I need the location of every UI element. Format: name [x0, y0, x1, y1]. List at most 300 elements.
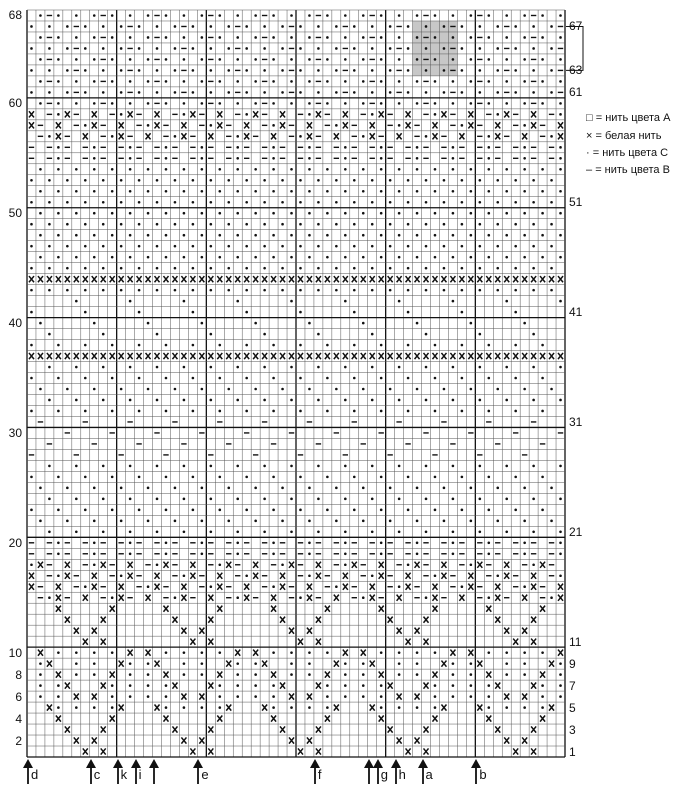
dot-symbol — [559, 662, 562, 665]
dot-symbol — [66, 179, 69, 182]
dot-symbol — [290, 102, 293, 105]
dot-symbol — [434, 113, 437, 116]
cross-symbol — [280, 617, 285, 623]
dot-symbol — [523, 585, 526, 588]
dot-symbol — [299, 179, 302, 182]
dot-symbol — [505, 366, 508, 369]
dot-symbol — [353, 25, 356, 28]
dot-symbol — [147, 58, 150, 61]
dot-symbol — [505, 168, 508, 171]
cross-symbol — [540, 353, 545, 359]
dot-symbol — [210, 47, 213, 50]
dot-symbol — [57, 574, 60, 577]
cross-symbol — [370, 276, 375, 282]
dot-symbol — [272, 541, 275, 544]
dot-symbol — [470, 563, 473, 566]
cross-symbol — [101, 748, 106, 754]
dot-symbol — [416, 146, 419, 149]
dot-symbol — [290, 498, 293, 501]
dot-symbol — [111, 212, 114, 215]
dot-symbol — [541, 212, 544, 215]
dot-symbol — [523, 256, 526, 259]
row-number-right: 5 — [569, 700, 576, 715]
cross-symbol — [65, 683, 70, 689]
dot-symbol — [57, 476, 60, 479]
dot-symbol — [272, 146, 275, 149]
dot-symbol — [227, 487, 230, 490]
dot-symbol — [120, 113, 123, 116]
dot-symbol — [93, 706, 96, 709]
dot-symbol — [75, 366, 78, 369]
dot-symbol — [201, 520, 204, 523]
dot-symbol — [245, 289, 248, 292]
dot-symbol — [111, 102, 114, 105]
dot-symbol — [290, 651, 293, 654]
dot-symbol — [407, 410, 410, 413]
cross-symbol — [262, 353, 267, 359]
dot-symbol — [272, 344, 275, 347]
cross-symbol — [298, 353, 303, 359]
dot-symbol — [218, 377, 221, 380]
cross-symbol — [415, 694, 420, 700]
dot-symbol — [353, 410, 356, 413]
dot-symbol — [389, 179, 392, 182]
dot-symbol — [236, 465, 239, 468]
cross-symbol — [343, 650, 348, 656]
dot-symbol — [165, 146, 168, 149]
dot-symbol — [156, 245, 159, 248]
cross-symbol — [504, 111, 509, 117]
row-number-left: 2 — [15, 733, 22, 748]
dot-symbol — [263, 399, 266, 402]
dot-symbol — [147, 388, 150, 391]
cross-symbol — [65, 111, 70, 117]
dot-symbol — [326, 58, 329, 61]
cross-symbol — [558, 276, 563, 282]
dot-symbol — [39, 662, 42, 665]
cross-symbol — [128, 276, 133, 282]
dot-symbol — [389, 267, 392, 270]
dot-symbol — [93, 388, 96, 391]
dot-symbol — [407, 245, 410, 248]
dot-symbol — [380, 58, 383, 61]
dot-symbol — [326, 344, 329, 347]
dot-symbol — [129, 146, 132, 149]
dot-symbol — [487, 135, 490, 138]
dot-symbol — [84, 69, 87, 72]
dot-symbol — [236, 541, 239, 544]
cross-symbol — [495, 683, 500, 689]
dot-symbol — [48, 596, 51, 599]
cross-symbol — [531, 111, 536, 117]
cross-symbol — [208, 726, 213, 732]
cross-symbol — [74, 353, 79, 359]
dot-symbol — [470, 212, 473, 215]
cross-symbol — [441, 353, 446, 359]
up-arrow-icon — [148, 757, 160, 785]
cross-symbol — [235, 353, 240, 359]
dot-symbol — [532, 531, 535, 534]
dot-symbol — [443, 223, 446, 226]
dot-symbol — [452, 190, 455, 193]
dot-symbol — [317, 91, 320, 94]
dot-symbol — [434, 509, 437, 512]
dot-symbol — [129, 531, 132, 534]
dot-symbol — [434, 36, 437, 39]
dot-symbol — [425, 366, 428, 369]
dot-symbol — [183, 36, 186, 39]
dot-symbol — [317, 399, 320, 402]
dot-symbol — [308, 673, 311, 676]
dot-symbol — [344, 465, 347, 468]
dot-symbol — [183, 300, 186, 303]
dot-symbol — [317, 465, 320, 468]
dot-symbol — [434, 256, 437, 259]
row-number-left: 68 — [8, 8, 22, 23]
dot-symbol — [30, 223, 33, 226]
dot-symbol — [165, 509, 168, 512]
cross-symbol — [531, 276, 536, 282]
cross-symbol — [522, 694, 527, 700]
dot-symbol — [523, 322, 526, 325]
cross-symbol — [298, 748, 303, 754]
dot-symbol — [120, 520, 123, 523]
dot-symbol — [111, 410, 114, 413]
dot-symbol — [353, 476, 356, 479]
dot-symbol — [183, 102, 186, 105]
dot-symbol — [39, 520, 42, 523]
dot-symbol — [245, 377, 248, 380]
dot-symbol — [192, 509, 195, 512]
dot-symbol — [434, 476, 437, 479]
dot-symbol — [129, 465, 132, 468]
dot-symbol — [371, 531, 374, 534]
cross-symbol — [325, 606, 330, 612]
dot-symbol — [335, 124, 338, 127]
cross-symbol — [379, 111, 384, 117]
cross-symbol — [101, 639, 106, 645]
dot-symbol — [317, 179, 320, 182]
marker-label: a — [425, 767, 433, 782]
dot-symbol — [299, 47, 302, 50]
dot-symbol — [75, 300, 78, 303]
dot-symbol — [559, 80, 562, 83]
cross-symbol — [119, 584, 124, 590]
dot-symbol — [308, 487, 311, 490]
dot-symbol — [389, 69, 392, 72]
dot-symbol — [380, 157, 383, 160]
dot-symbol — [93, 80, 96, 83]
dot-symbol — [523, 552, 526, 555]
cross-symbol — [101, 683, 106, 689]
dot-symbol — [120, 47, 123, 50]
cross-symbol — [172, 276, 177, 282]
cross-symbol — [172, 617, 177, 623]
legend-text: = нить цвета В — [595, 164, 670, 176]
cross-symbol — [450, 353, 455, 359]
dot-symbol — [272, 509, 275, 512]
cross-symbol — [298, 639, 303, 645]
marker-label: f — [317, 767, 322, 782]
dot-symbol — [362, 58, 365, 61]
dot-symbol — [201, 36, 204, 39]
dot-symbol — [532, 333, 535, 336]
dot-symbol — [541, 684, 544, 687]
dot-symbol — [93, 541, 96, 544]
dot-symbol — [210, 124, 213, 127]
cross-symbol — [558, 133, 563, 139]
dot-symbol — [192, 476, 195, 479]
dot-symbol — [93, 520, 96, 523]
dot-symbol — [290, 465, 293, 468]
dot-symbol — [559, 541, 562, 544]
dot-symbol — [326, 36, 329, 39]
dot-symbol — [380, 651, 383, 654]
dot-symbol — [48, 223, 51, 226]
dot-symbol — [201, 706, 204, 709]
dot-symbol — [505, 662, 508, 665]
dot-symbol — [371, 289, 374, 292]
dot-symbol — [66, 388, 69, 391]
dot-symbol — [30, 563, 33, 566]
dot-symbol — [416, 168, 419, 171]
dot-symbol — [75, 80, 78, 83]
dot-symbol — [371, 333, 374, 336]
dot-symbol — [129, 157, 132, 160]
dot-symbol — [470, 662, 473, 665]
dot-symbol — [487, 190, 490, 193]
dot-symbol — [380, 552, 383, 555]
cross-symbol — [190, 573, 195, 579]
cross-symbol — [56, 276, 61, 282]
dot-symbol — [487, 651, 490, 654]
dot-symbol — [434, 706, 437, 709]
dot-symbol — [218, 80, 221, 83]
cross-symbol — [370, 353, 375, 359]
cross-symbol — [110, 672, 115, 678]
dot-symbol — [505, 498, 508, 501]
dot-symbol — [326, 190, 329, 193]
cross-symbol — [92, 122, 97, 128]
dot-symbol — [541, 58, 544, 61]
cross-symbol — [280, 353, 285, 359]
dot-symbol — [102, 91, 105, 94]
dot-symbol — [407, 25, 410, 28]
cross-symbol — [549, 276, 554, 282]
cross-symbol — [155, 704, 160, 710]
dot-symbol — [505, 300, 508, 303]
dot-symbol — [344, 531, 347, 534]
dot-symbol — [425, 91, 428, 94]
dot-symbol — [434, 168, 437, 171]
dot-symbol — [479, 465, 482, 468]
dot-symbol — [443, 69, 446, 72]
dot-symbol — [416, 487, 419, 490]
cross-symbol — [397, 133, 402, 139]
dot-symbol — [236, 498, 239, 501]
dot-symbol — [156, 531, 159, 534]
cross-symbol — [217, 276, 222, 282]
dot-symbol — [138, 410, 141, 413]
dot-symbol — [218, 563, 221, 566]
cross-symbol — [155, 111, 160, 117]
dot-symbol — [317, 223, 320, 226]
dot-symbol — [452, 146, 455, 149]
dot-symbol — [93, 651, 96, 654]
dot-symbol — [505, 234, 508, 237]
cross-symbol — [217, 573, 222, 579]
dot-symbol — [48, 47, 51, 50]
cross-symbol — [128, 650, 133, 656]
dot-symbol — [183, 80, 186, 83]
dot-symbol — [210, 25, 213, 28]
dot-symbol — [183, 168, 186, 171]
cross-symbol — [415, 737, 420, 743]
dot-symbol — [93, 212, 96, 215]
dot-symbol — [532, 245, 535, 248]
row-number-left: 6 — [15, 689, 22, 704]
dot-symbol — [227, 388, 230, 391]
dot-symbol — [335, 223, 338, 226]
dot-symbol — [156, 223, 159, 226]
cross-symbol — [65, 726, 70, 732]
dot-symbol — [39, 36, 42, 39]
cross-symbol — [181, 584, 186, 590]
dot-symbol — [84, 267, 87, 270]
dot-symbol — [344, 300, 347, 303]
dot-symbol — [344, 157, 347, 160]
dot-symbol — [236, 596, 239, 599]
dot-symbol — [218, 102, 221, 105]
dot-symbol — [496, 487, 499, 490]
dot-symbol — [452, 684, 455, 687]
dot-symbol — [84, 410, 87, 413]
dot-symbol — [398, 234, 401, 237]
dot-symbol — [461, 201, 464, 204]
cross-symbol — [388, 683, 393, 689]
dot-symbol — [254, 684, 257, 687]
dot-symbol — [317, 47, 320, 50]
cross-symbol — [208, 617, 213, 623]
cross-symbol — [540, 606, 545, 612]
dot-symbol — [236, 256, 239, 259]
dot-symbol — [308, 541, 311, 544]
dot-symbol — [425, 179, 428, 182]
dot-symbol — [514, 245, 517, 248]
dot-symbol — [147, 585, 150, 588]
cross-symbol — [307, 628, 312, 634]
dot-symbol — [487, 146, 490, 149]
cross-symbol — [29, 276, 34, 282]
dot-symbol — [39, 212, 42, 215]
cross-symbol — [531, 639, 536, 645]
cross-symbol — [406, 573, 411, 579]
dot-symbol — [479, 91, 482, 94]
cross-symbol — [459, 276, 464, 282]
dot-symbol — [299, 377, 302, 380]
cross-symbol — [119, 353, 124, 359]
dot-symbol — [470, 322, 473, 325]
cross-symbol — [522, 628, 527, 634]
dot-symbol — [487, 14, 490, 17]
dot-symbol — [407, 91, 410, 94]
dot-symbol — [192, 311, 195, 314]
dot-symbol — [290, 58, 293, 61]
dot-symbol — [479, 531, 482, 534]
dot-symbol — [496, 47, 499, 50]
dot-symbol — [380, 706, 383, 709]
dot-symbol — [523, 673, 526, 676]
dot-symbol — [147, 234, 150, 237]
dot-symbol — [496, 91, 499, 94]
dot-symbol — [30, 311, 33, 314]
cross-symbol — [316, 573, 321, 579]
dot-symbol — [470, 80, 473, 83]
dot-symbol — [532, 289, 535, 292]
dot-symbol — [57, 706, 60, 709]
dot-symbol — [353, 47, 356, 50]
dot-symbol — [138, 25, 141, 28]
dot-symbol — [245, 344, 248, 347]
cross-symbol — [316, 353, 321, 359]
dot-symbol — [523, 14, 526, 17]
cross-symbol — [316, 111, 321, 117]
dot-symbol — [380, 36, 383, 39]
dot-symbol — [380, 377, 383, 380]
dot-symbol — [201, 256, 204, 259]
dot-symbol — [183, 399, 186, 402]
dot-symbol — [30, 267, 33, 270]
row-number-right: 7 — [569, 678, 576, 693]
dot-symbol — [174, 91, 177, 94]
cross-symbol — [289, 694, 294, 700]
dot-symbol — [371, 366, 374, 369]
cross-symbol — [432, 595, 437, 601]
dot-symbol — [218, 36, 221, 39]
dot-symbol — [57, 14, 60, 17]
dot-symbol — [541, 256, 544, 259]
dot-symbol — [523, 80, 526, 83]
dot-symbol — [461, 410, 464, 413]
cross-symbol — [289, 353, 294, 359]
dot-symbol — [129, 58, 132, 61]
dot-symbol — [147, 662, 150, 665]
dot-symbol — [380, 102, 383, 105]
dot-symbol — [93, 157, 96, 160]
dot-symbol — [344, 14, 347, 17]
dot-symbol — [532, 69, 535, 72]
cross-symbol — [468, 111, 473, 117]
dot-symbol — [272, 124, 275, 127]
dot-symbol — [380, 146, 383, 149]
cross-symbol — [155, 573, 160, 579]
cross-symbol — [155, 661, 160, 667]
dot-symbol — [559, 212, 562, 215]
dot-symbol — [201, 552, 204, 555]
dot-symbol — [48, 289, 51, 292]
dot-symbol — [201, 190, 204, 193]
dot-symbol — [398, 36, 401, 39]
dot-symbol — [452, 498, 455, 501]
dot-symbol — [299, 596, 302, 599]
dot-symbol — [505, 190, 508, 193]
dot-symbol — [541, 410, 544, 413]
dot-symbol — [425, 135, 428, 138]
dot-symbol — [326, 476, 329, 479]
dot-symbol — [75, 673, 78, 676]
dot-symbol — [236, 190, 239, 193]
dot-symbol — [272, 58, 275, 61]
